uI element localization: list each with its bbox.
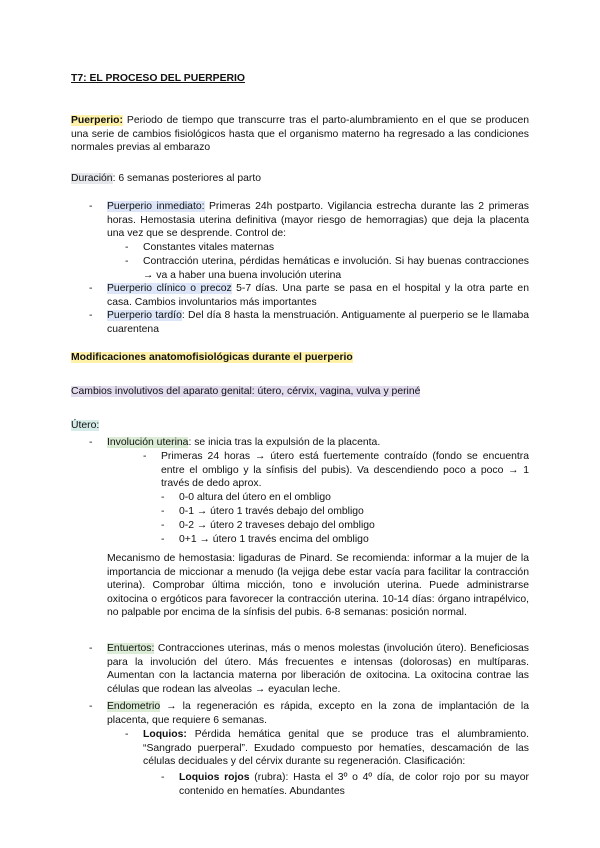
sub-constantes: Constantes vitales maternas	[143, 242, 275, 253]
duracion-text: : 6 semanas posteriores al parto	[112, 173, 262, 184]
level-item: 0+1 → útero 1 través encima del ombligo	[179, 534, 369, 545]
cambios-text: Cambios involutivos del aparato genital: útero, cérvix, vagina, vulva y periné	[71, 386, 421, 397]
loquios-text: Pérdida hemática genital que se produce tras el alumbramiento. “Sangrado puerperal”. Exudado compuesto por hematíes, descamación de las células deciduales y del cérvix durante su regeneración. Clasificación:	[143, 729, 529, 768]
bullet-dash: -	[89, 201, 93, 212]
bullet-dash: -	[89, 283, 93, 294]
phase-clinico	[107, 282, 529, 309]
section-heading	[71, 351, 353, 365]
utero-label	[71, 419, 99, 433]
bullet-dash: -	[161, 520, 165, 531]
phase-clinico-term: Puerperio clínico o precoz	[107, 283, 232, 294]
cambios-line	[71, 385, 420, 399]
duracion-line	[71, 172, 261, 186]
phase-tardio	[107, 309, 529, 336]
phase-tardio-text: : Del día 8 hasta la menstruación. Antiguamente al puerperio se le llamaba cuarentena	[107, 310, 530, 335]
document-title: T7: EL PROCESO DEL PUERPERIO	[71, 73, 245, 84]
involucion-text: : se inicia tras la expulsión de la placenta.	[188, 437, 381, 448]
phase-clinico-text: 5-7 días. Una parte se pasa en el hospital y la otra parte en casa. Cambios involuntarios más importantes	[107, 283, 529, 308]
entuertos-paragraph	[107, 642, 529, 696]
section-heading-text: Modificaciones anatomofisiológicas durante el puerperio	[71, 352, 353, 363]
endometrio-term: Endometrio	[107, 701, 161, 712]
bullet-dash: -	[89, 437, 93, 448]
puerperio-text: Periodo de tiempo que transcurre tras el parto-alumbramiento en el que se producen una serie de cambios fisiológicos hasta que el organismo materno ha regresado a las condiciones normales previas al embarazo	[71, 115, 530, 154]
bullet-dash: -	[161, 506, 165, 517]
involucion-term: Involución uterina	[107, 437, 189, 448]
bullet-dash: -	[125, 729, 129, 740]
endometrio-text: → la regeneración es rápida, excepto en la zona de implantación de la placenta, que requiere 6 semanas.	[107, 701, 529, 726]
entuertos-term: Entuertos:	[107, 643, 155, 654]
loquios-term: Loquios:	[143, 729, 187, 740]
level-item: 0-2 → útero 2 traveses debajo del ombligo	[179, 520, 375, 531]
loquios-paragraph	[143, 728, 529, 769]
bullet-dash: -	[161, 772, 165, 783]
phase-tardio-term: Puerperio tardío	[107, 310, 182, 321]
phase-inmediato-text: Primeras 24h postparto. Vigilancia estrecha durante las 2 primeras horas. Hemostasia uterina definitiva (mayor riesgo de hemorragias) que deja la placenta una vez que se desprende. Control de:	[107, 201, 529, 240]
bullet-dash: -	[143, 451, 147, 462]
level-item: 0-1 → útero 1 través debajo del ombligo	[179, 506, 364, 517]
endometrio-paragraph	[107, 700, 529, 727]
bullet-dash: -	[125, 242, 129, 253]
entuertos-text: Contracciones uterinas, más o menos molestas (involución útero). Beneficiosas para la involución del útero. Más frecuentes e intensas (dolorosas) en multíparas. Aumentan con la lactancia materna por liberación de oxitocina. La oxitocina contrae las células que rodean las alveolas → eyaculan leche.	[107, 643, 529, 695]
bullet-dash: -	[161, 534, 165, 545]
bullet-dash: -	[89, 310, 93, 321]
level-item: 0-0 altura del útero en el ombligo	[179, 492, 331, 503]
involucion-line	[107, 436, 529, 450]
puerperio-definition	[71, 114, 529, 155]
puerperio-term: Puerperio:	[71, 115, 123, 126]
loquios-rojos-paragraph	[179, 771, 529, 798]
duracion-term: Duración	[71, 173, 113, 184]
utero-label-text: Útero:	[71, 420, 100, 431]
loquios-rojos-text: (rubra): Hasta el 3º o 4º día, de color rojo por su mayor contenido en hematíes. Abundantes	[179, 772, 529, 797]
phase-inmediato-term: Puerperio inmediato:	[107, 201, 205, 212]
mecanismo-paragraph: Mecanismo de hemostasia: ligaduras de Pinard. Se recomienda: informar a la mujer de la importancia de miccionar a menudo (la vejiga debe estar vacía para facilitar la contracción uterina). Comprobar última micción, tono e involución uterina. Puede administrarse oxitocina o ergóticos para favorecer la contracción uterina. 10-14 días: órgano intrapélvico, no palpable por encima de la sínfisis del pubis. 6-8 semanas: posición normal.	[107, 553, 529, 619]
primeras-24h: Primeras 24 horas → útero está fuertemente contraído (fondo se encuentra entre el ombligo y la sínfisis del pubis). Va descendiendo poco a poco → 1 través de dedo aprox.	[161, 451, 529, 490]
bullet-dash: -	[89, 701, 93, 712]
bullet-dash: -	[89, 643, 93, 654]
sub-contraccion: Contracción uterina, pérdidas hemáticas e involución. Si hay buenas contracciones → va a haber una buena involución uterina	[143, 256, 529, 281]
phase-inmediato	[107, 200, 529, 241]
loquios-rojos-term: Loquios rojos	[179, 772, 250, 783]
bullet-dash: -	[125, 256, 129, 267]
bullet-dash: -	[161, 492, 165, 503]
